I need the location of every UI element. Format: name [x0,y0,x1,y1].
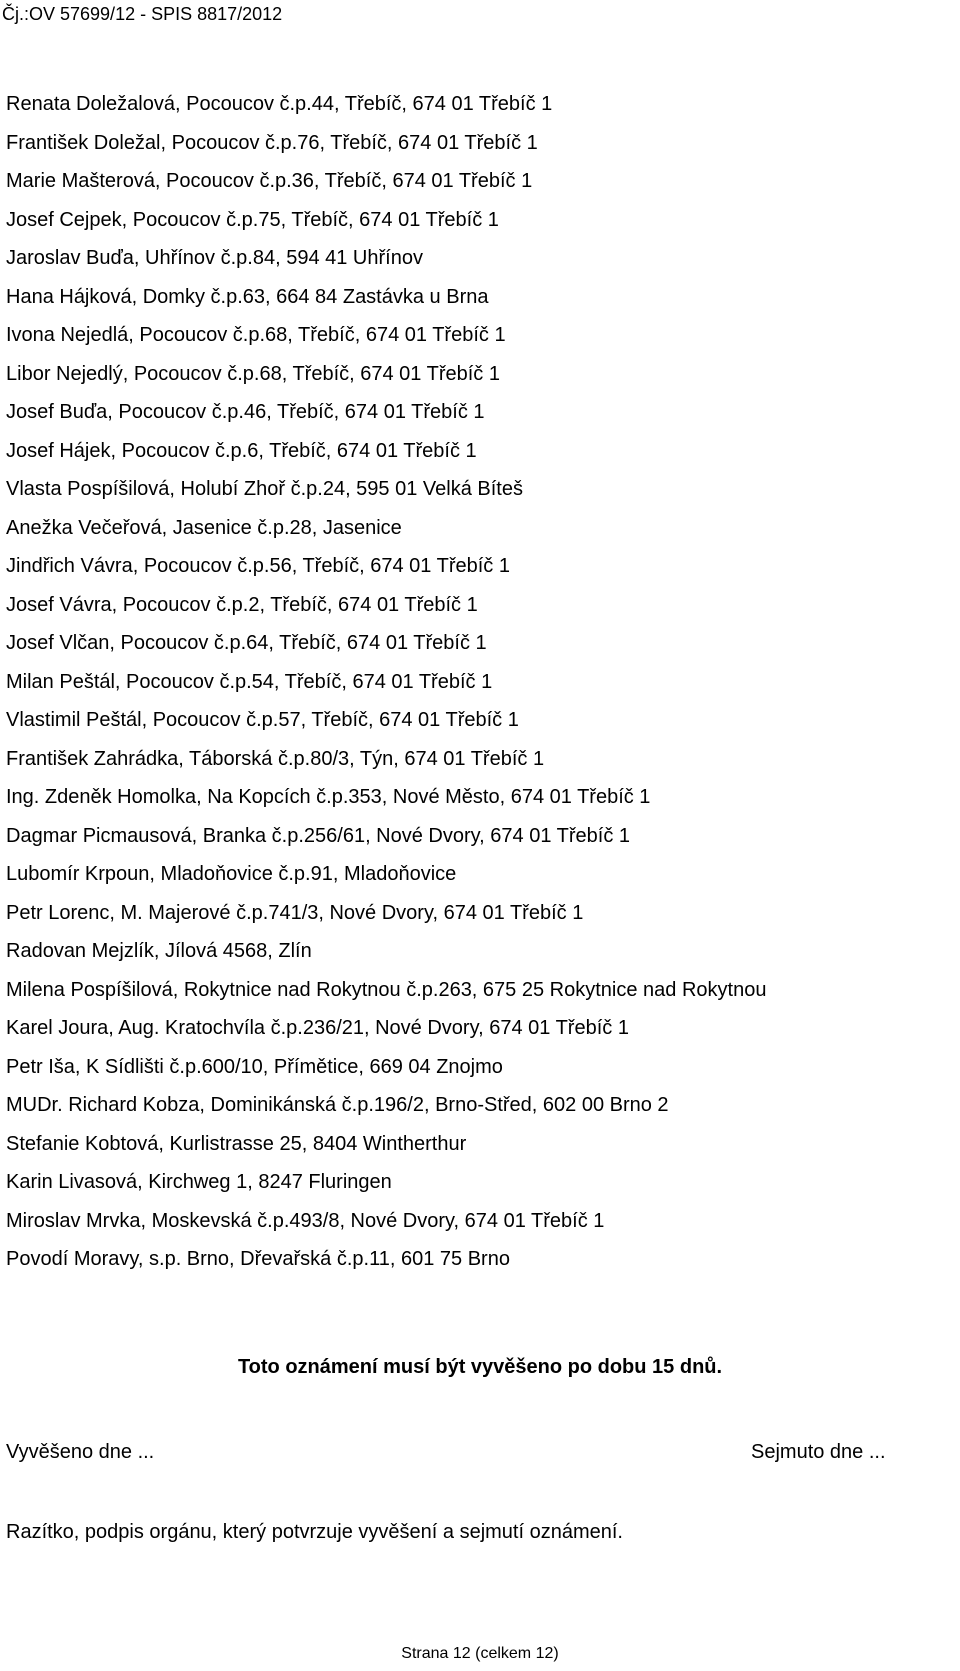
recipient-item: Stefanie Kobtová, Kurlistrasse 25, 8404 Wintherthur [6,1132,467,1155]
recipient-item: Jindřich Vávra, Pocoucov č.p.56, Třebíč, 674 01 Třebíč 1 [6,555,510,577]
recipient-item: František Zahrádka, Táborská č.p.80/3, Týn, 674 01 Třebíč 1 [6,747,545,770]
recipient-item: Lubomír Krpoun, Mladoňovice č.p.91, Mladoňovice [6,863,457,885]
recipient-item: MUDr. Richard Kobza, Dominikánská č.p.196/2, Brno-Střed, 602 00 Brno 2 [6,1094,669,1116]
recipient-item: Josef Cejpek, Pocoucov č.p.75, Třebíč, 674 01 Třebíč 1 [6,208,499,231]
recipient-item: Ing. Zdeněk Homolka, Na Kopcích č.p.353, Nové Město, 674 01 Třebíč 1 [6,786,651,808]
page-number: Strana 12 (celkem 12) [401,1645,559,1662]
stamp-signature-note: Razítko, podpis orgánu, který potvrzuje vyvěšení a sejmutí oznámení. [6,1521,623,1543]
recipient-item: Josef Buďa, Pocoucov č.p.46, Třebíč, 674 01 Třebíč 1 [6,401,485,423]
recipient-item: Petr Lorenc, M. Majerové č.p.741/3, Nové Dvory, 674 01 Třebíč 1 [6,901,584,924]
recipient-item: František Doležal, Pocoucov č.p.76, Třebíč, 674 01 Třebíč 1 [6,131,538,154]
recipient-list [0,85,950,1279]
recipient-item: Karel Joura, Aug. Kratochvíla č.p.236/21, Nové Dvory, 674 01 Třebíč 1 [6,1017,629,1039]
recipient-item: Josef Vlčan, Pocoucov č.p.64, Třebíč, 674 01 Třebíč 1 [6,632,487,654]
recipient-item: Milan Peštál, Pocoucov č.p.54, Třebíč, 674 01 Třebíč 1 [6,670,493,693]
recipient-item: Vlasta Pospíšilová, Holubí Zhoř č.p.24, 595 01 Velká Bíteš [6,478,523,500]
recipient-item: Petr Iša, K Sídlišti č.p.600/10, Přímětice, 669 04 Znojmo [6,1055,503,1078]
document-reference: Čj.:OV 57699/12 - SPIS 8817/2012 [2,4,283,24]
recipient-item: Dagmar Picmausová, Branka č.p.256/61, Nové Dvory, 674 01 Třebíč 1 [6,824,631,847]
recipient-item: Jaroslav Buďa, Uhřínov č.p.84, 594 41 Uhřínov [6,247,423,269]
recipient-item: Josef Hájek, Pocoucov č.p.6, Třebíč, 674 01 Třebíč 1 [6,439,477,462]
posted-date-field: Vyvěšeno dne ... [6,1441,155,1463]
recipient-item: Anežka Večeřová, Jasenice č.p.28, Jasenice [6,516,402,539]
recipient-item: Radovan Mejzlík, Jílová 4568, Zlín [6,940,312,962]
recipient-item: Josef Vávra, Pocoucov č.p.2, Třebíč, 674 01 Třebíč 1 [6,593,478,616]
removed-date-field: Sejmuto dne ... [751,1441,886,1463]
recipient-item: Karin Livasová, Kirchweg 1, 8247 Fluringen [6,1171,392,1193]
recipient-item: Povodí Moravy, s.p. Brno, Dřevařská č.p.11, 601 75 Brno [6,1248,510,1270]
recipient-item: Libor Nejedlý, Pocoucov č.p.68, Třebíč, 674 01 Třebíč 1 [6,362,500,385]
recipient-item: Marie Mašterová, Pocoucov č.p.36, Třebíč, 674 01 Třebíč 1 [6,170,533,192]
posting-notice: Toto oznámení musí být vyvěšeno po dobu 15 dnů. [237,1356,723,1378]
recipient-item: Hana Hájková, Domky č.p.63, 664 84 Zastávka u Brna [6,285,489,308]
recipient-item: Milena Pospíšilová, Rokytnice nad Rokytnou č.p.263, 675 25 Rokytnice nad Rokytnou [6,978,767,1001]
recipient-item: Miroslav Mrvka, Moskevská č.p.493/8, Nové Dvory, 674 01 Třebíč 1 [6,1209,605,1232]
recipient-item: Vlastimil Peštál, Pocoucov č.p.57, Třebíč, 674 01 Třebíč 1 [6,709,519,731]
recipient-item: Ivona Nejedlá, Pocoucov č.p.68, Třebíč, 674 01 Třebíč 1 [6,324,506,346]
recipient-item: Renata Doležalová, Pocoucov č.p.44, Třebíč, 674 01 Třebíč 1 [6,93,553,115]
